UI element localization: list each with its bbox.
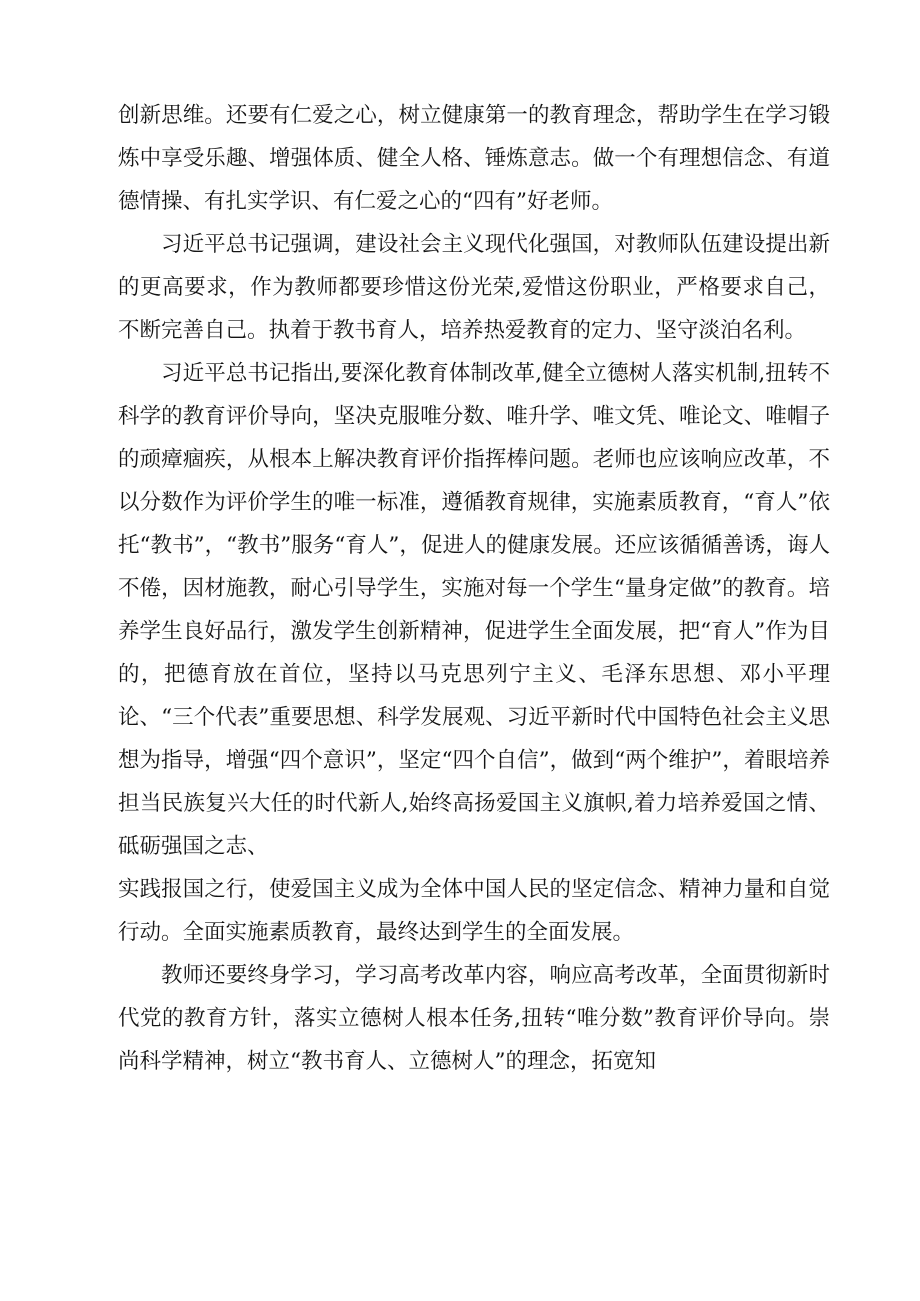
paragraph-3: 习近平总书记指出,要深化教育体制改革,健全立德树人落实机制,扭转不科学的教育评价导向，坚决克服唯分数、唯升学、唯文凭、唯论文、唯帽子的顽瘴痼疾，从根本上解决教育评价指挥棒问题。老师也应该响应改革，不以分数作为评价学生的唯一标准，遵循教育规律，实施素质教育，“育人”依托“教书”，“教书”服务“育人”，促进人的健康发展。还应该循循善诱，诲人不倦，因材施教，耐心引导学生，实施对每一个学生“量身定做”的教育。培养学生良好品行，激发学生创新精神，促进学生全面发展，把“育人”作为目的，把德育放在首位，坚持以马克思列宁主义、毛泽东思想、邓小平理论、“三个代表”重要思想、科学发展观、习近平新时代中国特色社会主义思想为指导，增强“四个意识”，坚定“四个自信”，做到“两个维护”，着眼培养担当民族复兴大任的时代新人,始终高扬爱国主义旗帜,着力培养爱国之情、砥砺强国之志、 bbox=[118, 361, 830, 859]
paragraph-5: 教师还要终身学习，学习高考改革内容，响应高考改革，全面贯彻新时代党的教育方针，落实立德树人根本任务,扭转“唯分数”教育评价导向。崇尚科学精神，树立“教书育人、立德树人”的理念，拓宽知 bbox=[118, 963, 830, 1074]
paragraph-4: 实践报国之行，使爱国主义成为全体中国人民的坚定信念、精神力量和自觉行动。全面实施素质教育，最终达到学生的全面发展。 bbox=[118, 877, 830, 945]
document-page bbox=[118, 94, 830, 1083]
paragraph-2: 习近平总书记强调，建设社会主义现代化强国，对教师队伍建设提出新的更高要求，作为教师都要珍惜这份光荣,爱惜这份职业，严格要求自己，不断完善自己。执着于教书育人，培养热爱教育的定力、坚守淡泊名利。 bbox=[118, 232, 830, 343]
paragraph-1: 创新思维。还要有仁爱之心，树立健康第一的教育理念，帮助学生在学习锻炼中享受乐趣、增强体质、健全人格、锤炼意志。做一个有理想信念、有道德情操、有扎实学识、有仁爱之心的“四有”好老师。 bbox=[118, 103, 830, 214]
